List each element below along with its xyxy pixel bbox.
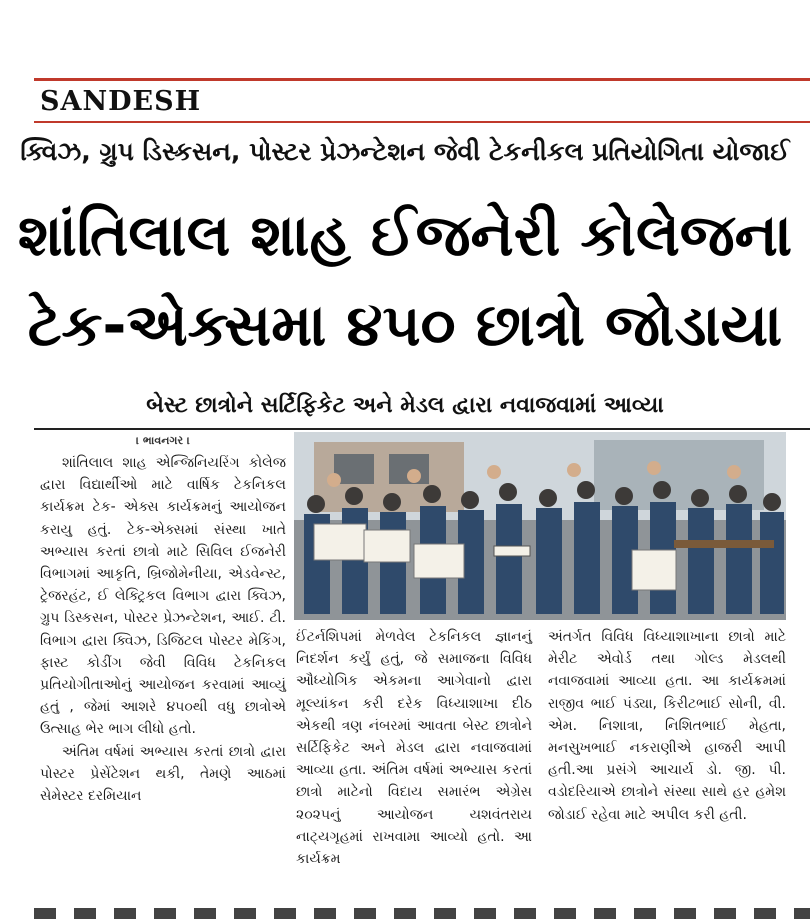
- article-column-2: ઈંટર્નશિપમાં મેળવેલ ટેકનિકલ જ્ઞાનનું નિદર્શન કર્યું હતું, જે સમાજના વિવિધ ઔધ્યોગિક એકમના આગેવાનો દ્વારા મૂલ્યાંકન કરી દરેક વિધ્યાશાખા દીઠ એકથી ત્રણ નંબરમાં આવતા બેસ્ટ છાત્રોને સર્ટિફિકેટ અને મેડલ દ્વારા નવાજવામાં આવ્યા હતા. અંતિમ વર્ષમાં અભ્યાસ કરતાં છાત્રો માટેનો વિદાય સમારંભ એગ્રેસ ૨૦૨૫નું આયોજન યશવંતરાય નાટ્યગૃહમાં રાખવામા આવ્યો હતો. આ કાર્યક્રમ: [296, 629, 532, 868]
- masthead-top-rule: [34, 78, 810, 81]
- publication-name: SANDESH: [40, 86, 202, 117]
- subhead-rule: [34, 428, 810, 430]
- group-photo: [294, 432, 786, 620]
- article-column-3: અંતર્ગત વિવિધ વિધ્યાશાખાના છાત્રો માટે મેરીટ એવોર્ડ તથા ગોલ્ડ મેડલથી નવાજવામાં આવ્યા હતા. આ કાર્યક્રમમાં રાજીવ ભાઈ પંડ્યા, કિરીટભાઈ સોની, વી. એમ. નિશાત્રા, નિશિતભાઈ મેહતા, મનસુખભાઈ નકરાણીએ હાજરી આપી હતી.આ પ્રસંગે આચાર્ય ડો. જી. પી. વડોદરિયાએ છાત્રોને સંસ્થા સાથે હર હમેશ જોડાઈ રહેવા માટે અપીલ કરી હતી.: [548, 629, 786, 823]
- next-article-cutoff: [34, 908, 810, 919]
- headline-line-1: શાંતિલાલ શાહ ઈજનેરી કોલેજના: [17, 201, 793, 269]
- article-column-1: [40, 452, 286, 807]
- dateline: । ભાવનગર ।: [136, 434, 190, 447]
- article-subhead: બેસ્ટ છાત્રોને સર્ટિફિકેટ અને મેડલ દ્વારા નવાજવામાં આવ્યા: [146, 393, 664, 418]
- column-1-paragraph-2: અંતિમ વર્ષમાં અભ્યાસ કરતાં છાત્રો દ્વારા પોસ્ટર પ્રેસેંટેશન થકી, તેમણે આઠમાં સેમેસ્ટર દરમિયાન: [40, 743, 286, 805]
- column-1-paragraph-1: શાંતિલાલ શાહ એન્જિનિયરિંગ કોલેજ દ્વારા વિદ્યાર્થીઓ માટે વાર્ષિક ટેકનિકલ કાર્યક્રમ ટેક- એક્સ કાર્યક્રમનું આયોજન કરાયુ હતું. ટેક-એક્સમાં સંસ્થા ખાતે અભ્યાસ કરતાં છાત્રો માટે સિવિલ ઈજનેરી વિભાગમાં આકૃતિ, બ્રિજોમેનીયા, એડવેન્સ્ટ, ટ્રેજરહંટ, ઈ લેક્ટ્રિકલ વિભાગ દ્વારા ક્વિઝ, ગ્રુપ ડિસ્કસન, પોસ્ટર પ્રેઝન્ટેશન, આઈ. ટી. વિભાગ દ્વારા ક્વિઝ, ડિજિટલ પોસ્ટર મેકિંગ, ફાસ્ટ કોડીંગ જેવી વિવિધ ટેકનિકલ પ્રતિયોગીતાઓનું આયોજન કરવામાં આવ્યું હતું , જેમાં આશરે ૪૫૦થી વધુ છાત્રોએ ઉત્સાહ ભેર ભાગ લીધો હતો.: [40, 455, 286, 738]
- masthead-bottom-rule: [34, 121, 810, 123]
- article-kicker: ક્વિઝ, ગ્રુપ ડિસ્કસન, પોસ્ટર પ્રેઝન્ટેશન જેવી ટેકનીકલ પ્રતિયોગિતા યોજાઈ: [20, 137, 790, 166]
- headline-line-2: ટેક-એક્સમા ૪૫૦ છાત્રો જોડાયા: [27, 291, 783, 359]
- group-photo-illustration: [294, 432, 786, 620]
